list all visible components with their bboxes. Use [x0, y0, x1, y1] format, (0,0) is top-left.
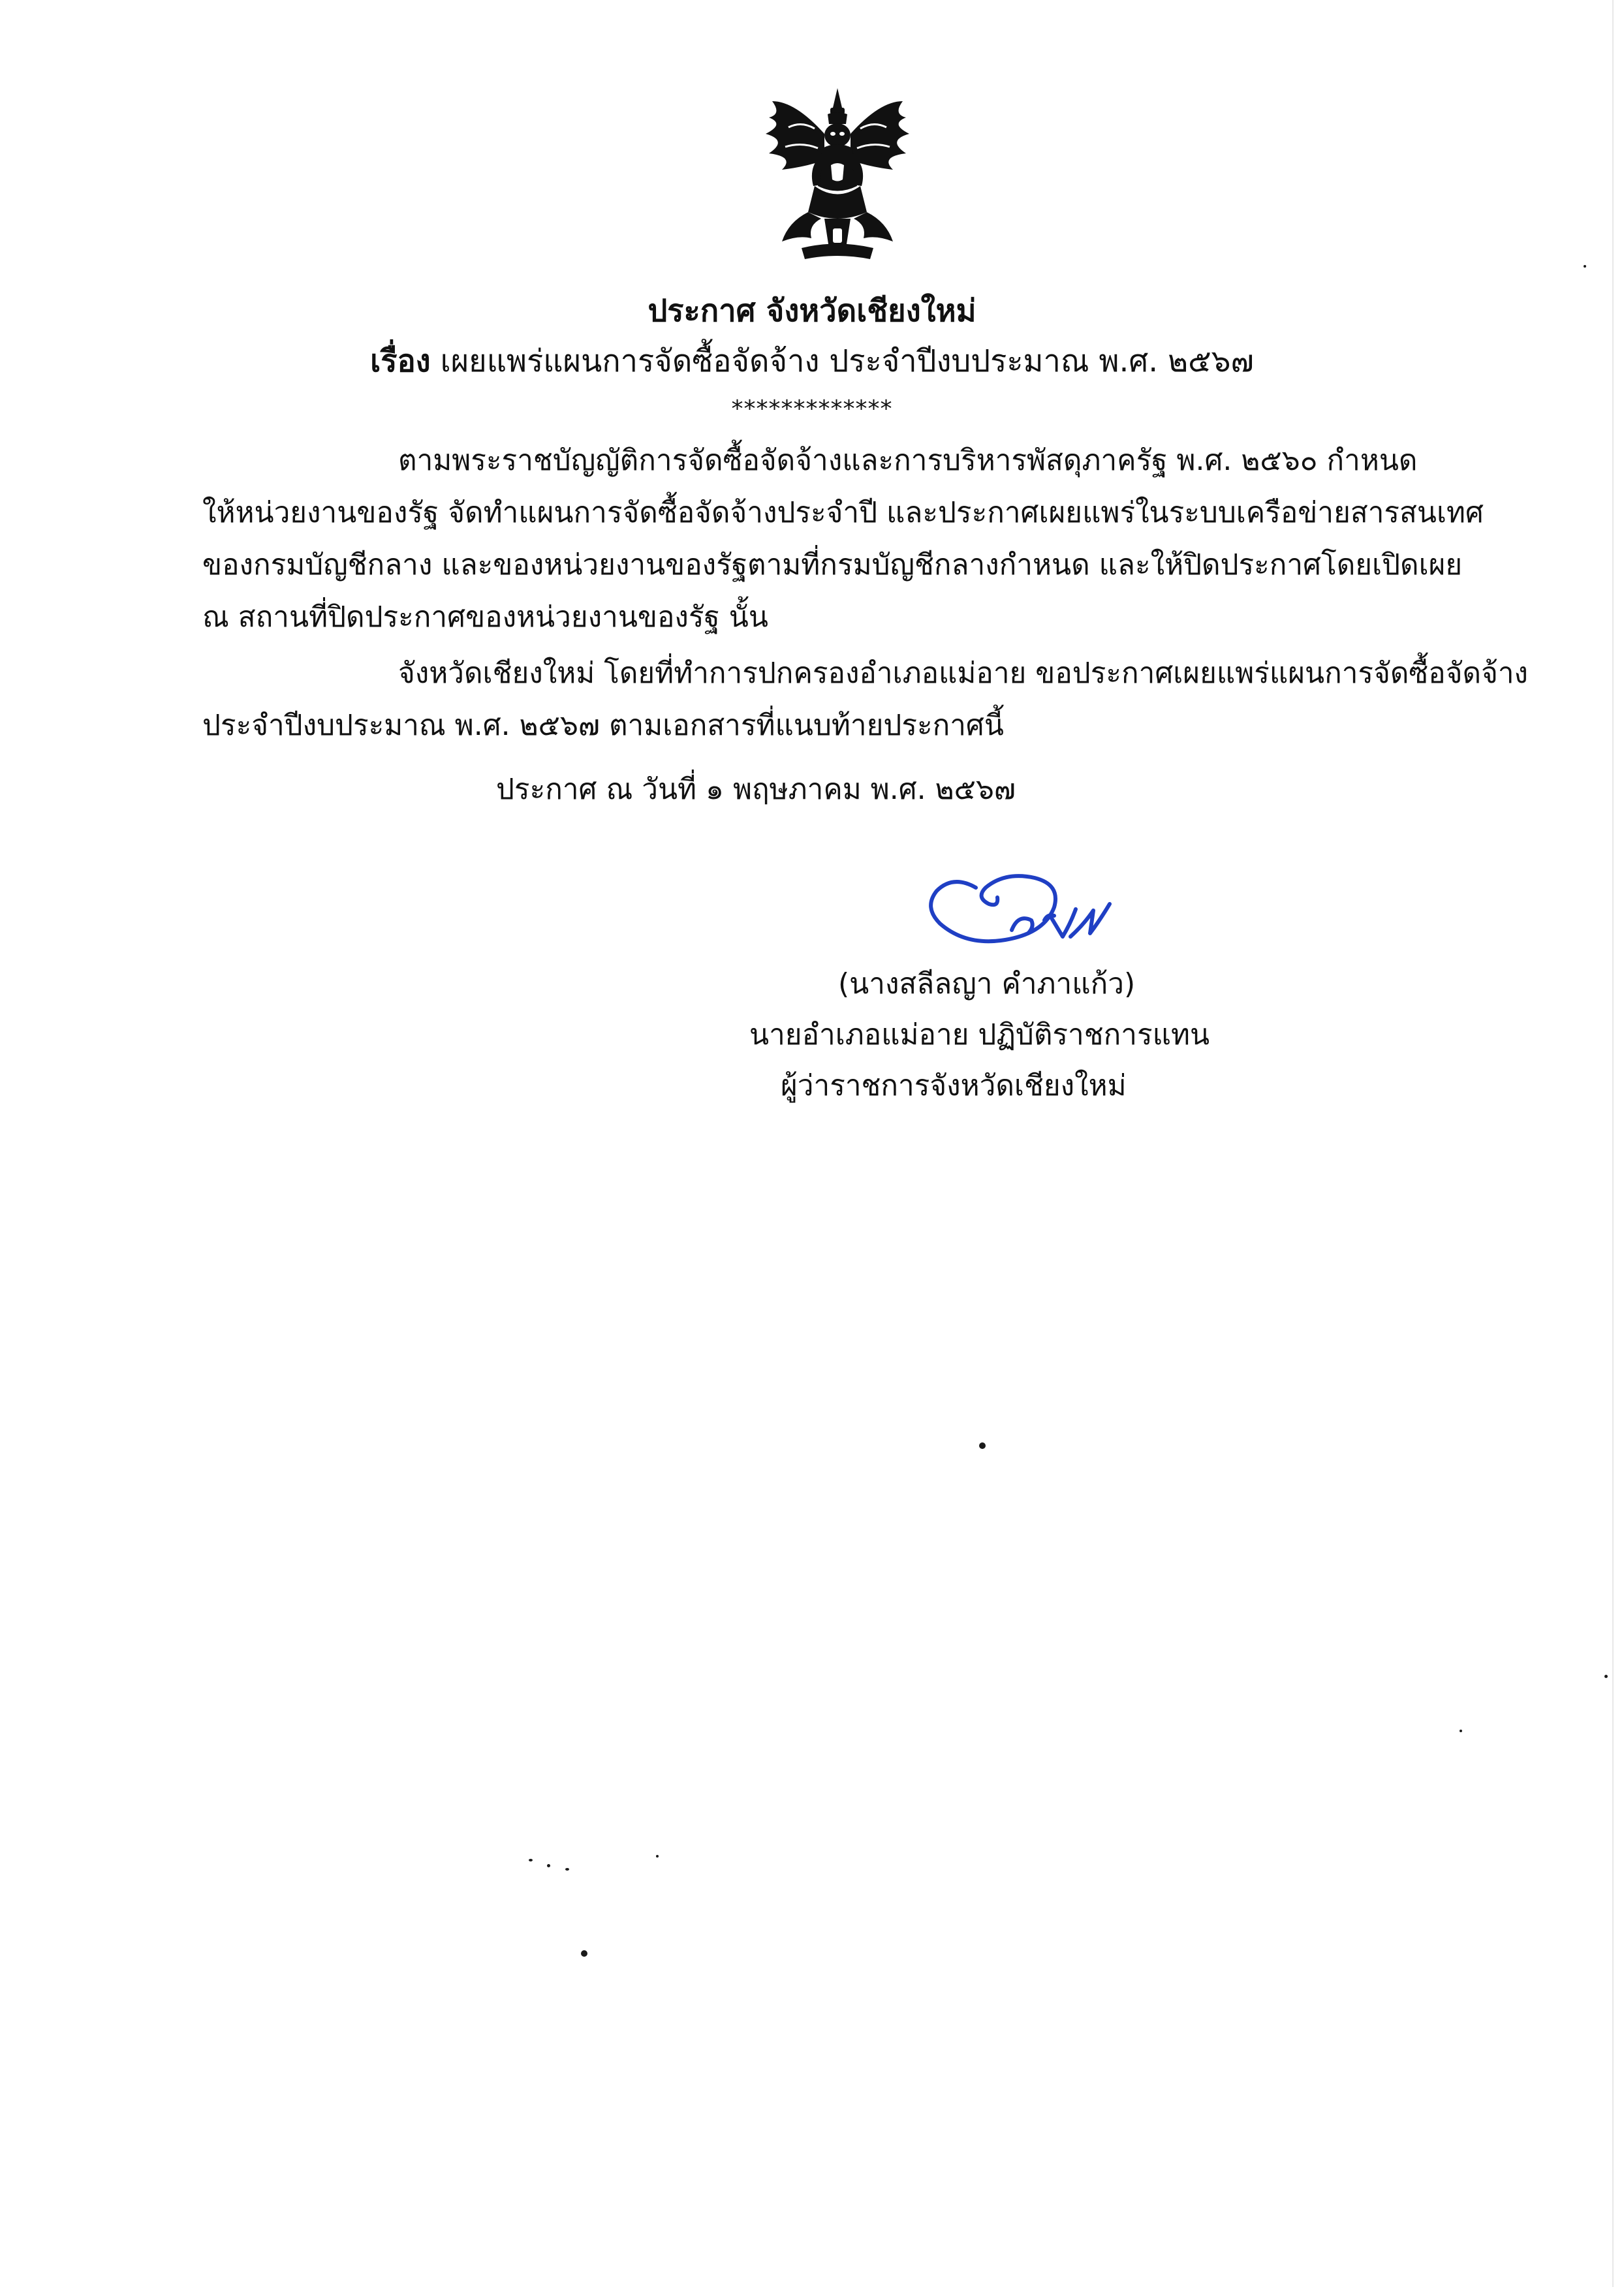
- scan-speck: [1460, 1730, 1462, 1732]
- paragraph1-line: ณ สถานที่ปิดประกาศของหน่วยงานของรัฐ นั้น: [202, 600, 768, 634]
- subject-line: [0, 341, 1624, 382]
- paragraph1-line: ให้หน่วยงานของรัฐ จัดทำแผนการจัดซื้อจัดจ้างประจำปี และประกาศเผยแพร่ในระบบเครือข่ายสารสนเทศ: [202, 496, 1484, 529]
- scan-speck: [547, 1864, 550, 1867]
- scan-speck: [565, 1868, 569, 1871]
- scan-speck: [581, 1950, 587, 1957]
- scan-speck: [529, 1859, 533, 1861]
- paragraph2-line: จังหวัดเชียงใหม่ โดยที่ทำการปกครองอำเภอแม่อาย ขอประกาศเผยแพร่แผนการจัดซื้อจัดจ้าง: [398, 657, 1529, 690]
- announcement-date: ประกาศ ณ วันที่ ๑ พฤษภาคม พ.ศ. ๒๕๖๗: [496, 773, 1016, 806]
- scan-speck: [1604, 1675, 1608, 1678]
- handwritten-signature: [914, 852, 1129, 963]
- signer-position: นายอำเภอแม่อาย ปฏิบัติราชการแทน: [749, 1018, 1210, 1051]
- scan-speck: [979, 1442, 986, 1449]
- scan-speck: [1584, 265, 1586, 268]
- paragraph1-line: ตามพระราชบัญญัติการจัดซื้อจัดจ้างและการบริหารพัสดุภาครัฐ พ.ศ. ๒๕๖๐ กำหนด: [398, 444, 1418, 477]
- signer-on-behalf-of: ผู้ว่าราชการจังหวัดเชียงใหม่: [781, 1069, 1127, 1102]
- signer-name: (นางสลีลญา คำภาแก้ว): [838, 967, 1136, 1001]
- scan-speck: [656, 1855, 659, 1858]
- paragraph2-line: ประจำปีงบประมาณ พ.ศ. ๒๕๖๗ ตามเอกสารที่แนบท้ายประกาศนี้: [202, 709, 1004, 742]
- announcement-heading: ประกาศ จังหวัดเชียงใหม่: [648, 293, 976, 329]
- subject-label: เรื่อง: [370, 343, 431, 379]
- subject-text: เผยแพร่แผนการจัดซื้อจัดจ้าง ประจำปีงบประมาณ พ.ศ. ๒๕๖๗: [430, 343, 1254, 379]
- paragraph1-line: ของกรมบัญชีกลาง และของหน่วยงานของรัฐตามที่กรมบัญชีกลางกำหนด และให้ปิดประกาศโดยเปิดเผย: [202, 548, 1463, 582]
- separator-stars: *************: [731, 396, 893, 422]
- garuda-emblem-icon: [762, 88, 913, 261]
